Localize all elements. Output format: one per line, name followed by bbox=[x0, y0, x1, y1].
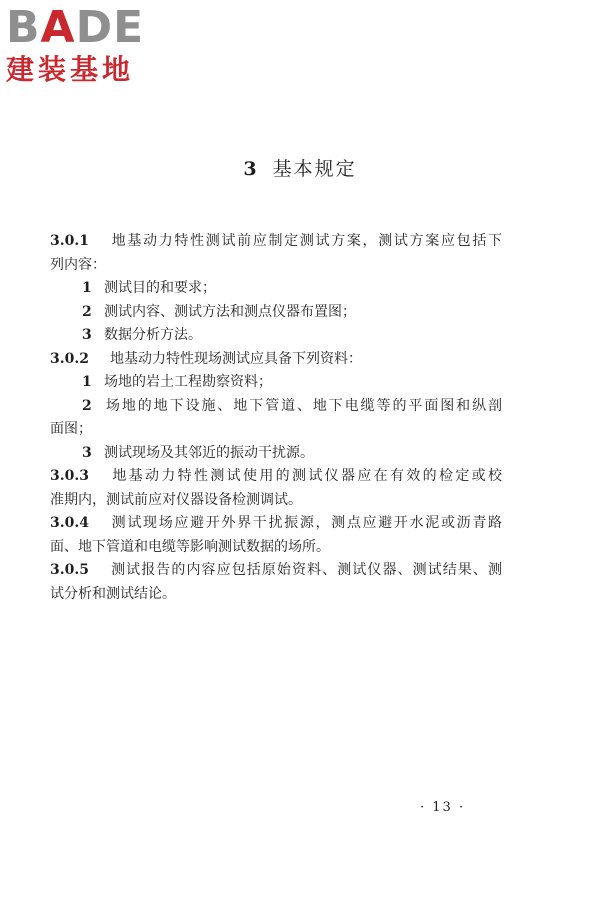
list-item-number: 3 bbox=[82, 327, 92, 343]
logo-letter-a: A bbox=[40, 2, 76, 53]
section-line: 准期内，测试前应对仪器设备检测调试。 bbox=[50, 491, 302, 508]
chapter-number: 3 bbox=[243, 158, 259, 180]
section-text: 测试报告的内容应包括原始资料、测试仪器、测试结果、测 bbox=[110, 562, 502, 578]
section-line bbox=[50, 559, 502, 583]
list-item-text: 数据分析方法。 bbox=[104, 327, 202, 343]
section-line bbox=[50, 465, 502, 489]
section-line: 列内容： bbox=[50, 256, 106, 273]
section-number: 3.0.4 bbox=[50, 515, 89, 531]
section-text: 地基动力特性测试使用的测试仪器应在有效的检定或校 bbox=[110, 468, 502, 484]
list-item-number: 1 bbox=[82, 280, 92, 296]
section-number: 3.0.2 bbox=[50, 350, 89, 367]
list-item bbox=[50, 301, 502, 325]
logo-subtitle: 建装基地 bbox=[6, 53, 135, 86]
list-item-text: 测试目的和要求； bbox=[104, 280, 216, 296]
list-item-text: 测试内容、测试方法和测点仪器布置图； bbox=[104, 303, 356, 320]
section-text: 测试现场应避开外界干扰振源，测点应避开水泥或沥青路 bbox=[110, 515, 502, 531]
list-item bbox=[50, 324, 502, 348]
section-number: 3.0.1 bbox=[50, 233, 89, 249]
section-line bbox=[50, 512, 502, 536]
list-item bbox=[50, 371, 502, 395]
logo bbox=[6, 4, 186, 86]
section-number: 3.0.3 bbox=[50, 468, 89, 484]
list-item-text: 场地的岩土工程勘察资料； bbox=[104, 374, 272, 390]
list-item-text: 场地的地下设施、地下管道、地下电缆等的平面图和纵剖 bbox=[104, 397, 502, 414]
list-item bbox=[50, 442, 502, 466]
list-item bbox=[50, 395, 502, 419]
logo-wordmark bbox=[6, 4, 186, 52]
chapter-heading bbox=[0, 154, 600, 184]
section-line: 试分析和测试结论。 bbox=[50, 585, 176, 602]
document-body bbox=[50, 230, 502, 606]
list-item-text: 测试现场及其邻近的振动干扰源。 bbox=[104, 444, 314, 461]
section-text: 地基动力特性测试前应制定测试方案，测试方案应包括下 bbox=[110, 233, 502, 249]
section-line bbox=[50, 348, 502, 372]
section-line bbox=[50, 230, 502, 254]
logo-letters-de: DE bbox=[75, 2, 145, 53]
list-item-number: 3 bbox=[82, 444, 92, 461]
section-line: 面、地下管道和电缆等影响测试数据的场所。 bbox=[50, 538, 330, 555]
list-item-number: 2 bbox=[82, 397, 92, 414]
chapter-title: 基本规定 bbox=[272, 158, 357, 180]
logo-letter-b: B bbox=[6, 2, 41, 53]
list-item-number: 1 bbox=[82, 374, 92, 390]
section-text: 地基动力特性现场测试应具备下列资料： bbox=[110, 350, 362, 367]
list-item-number: 2 bbox=[82, 303, 92, 320]
page-number: · 13 · bbox=[420, 800, 466, 815]
list-item bbox=[50, 277, 502, 301]
list-item-continuation: 面图； bbox=[50, 421, 92, 437]
section-number: 3.0.5 bbox=[50, 562, 89, 578]
